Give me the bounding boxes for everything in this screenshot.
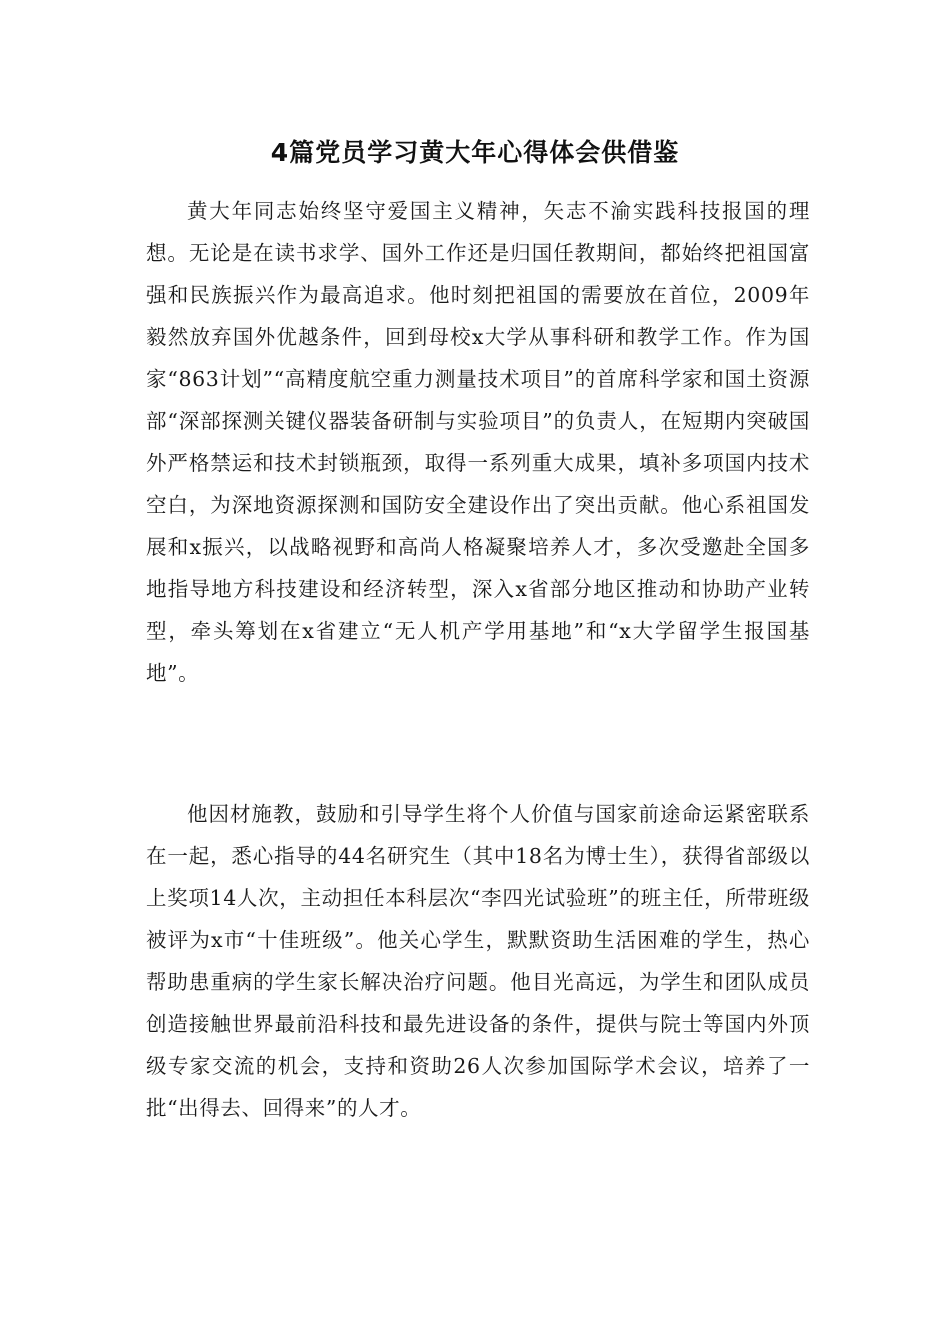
body-paragraph: 黄大年同志始终坚守爱国主义精神，矢志不渝实践科技报国的理想。无论是在读书求学、国外工作还是归国任教期间，都始终把祖国富强和民族振兴作为最高追求。他时刻把祖国的需要放在首位，2009年毅然放弃国外优越条件，回到母校x大学从事科研和教学工作。作为国家“863计划”“高精度航空重力测量技术项目”的首席科学家和国土资源部“深部探测关键仪器装备研制与实验项目”的负责人，在短期内突破国外严格禁运和技术封锁瓶颈，取得一系列重大成果，填补多项国内技术空白，为深地资源探测和国防安全建设作出了突出贡献。他心系祖国发展和x振兴，以战略视野和高尚人格凝聚培养人才，多次受邀赴全国多地指导地方科技建设和经济转型，深入x省部分地区推动和协助产业转型，牵头筹划在x省建立“无人机产学用基地”和“x大学留学生报国基地”。 [146,199,810,685]
paragraph-1-container [146,190,810,694]
paragraph-2-container [146,793,810,1129]
body-paragraph: 他因材施教，鼓励和引导学生将个人价值与国家前途命运紧密联系在一起，悉心指导的44名研究生（其中18名为博士生），获得省部级以上奖项14人次，主动担任本科层次“李四光试验班”的班主任，所带班级被评为x市“十佳班级”。他关心学生，默默资助生活困难的学生，热心帮助患重病的学生家长解决治疗问题。他目光高远，为学生和团队成员创造接触世界最前沿科技和最先进设备的条件，提供与院士等国内外顶级专家交流的机会，支持和资助26人次参加国际学术会议，培养了一批“出得去、回得来”的人才。 [146,802,810,1120]
document-title: 4篇党员学习黄大年心得体会供借鉴 [270,138,680,167]
